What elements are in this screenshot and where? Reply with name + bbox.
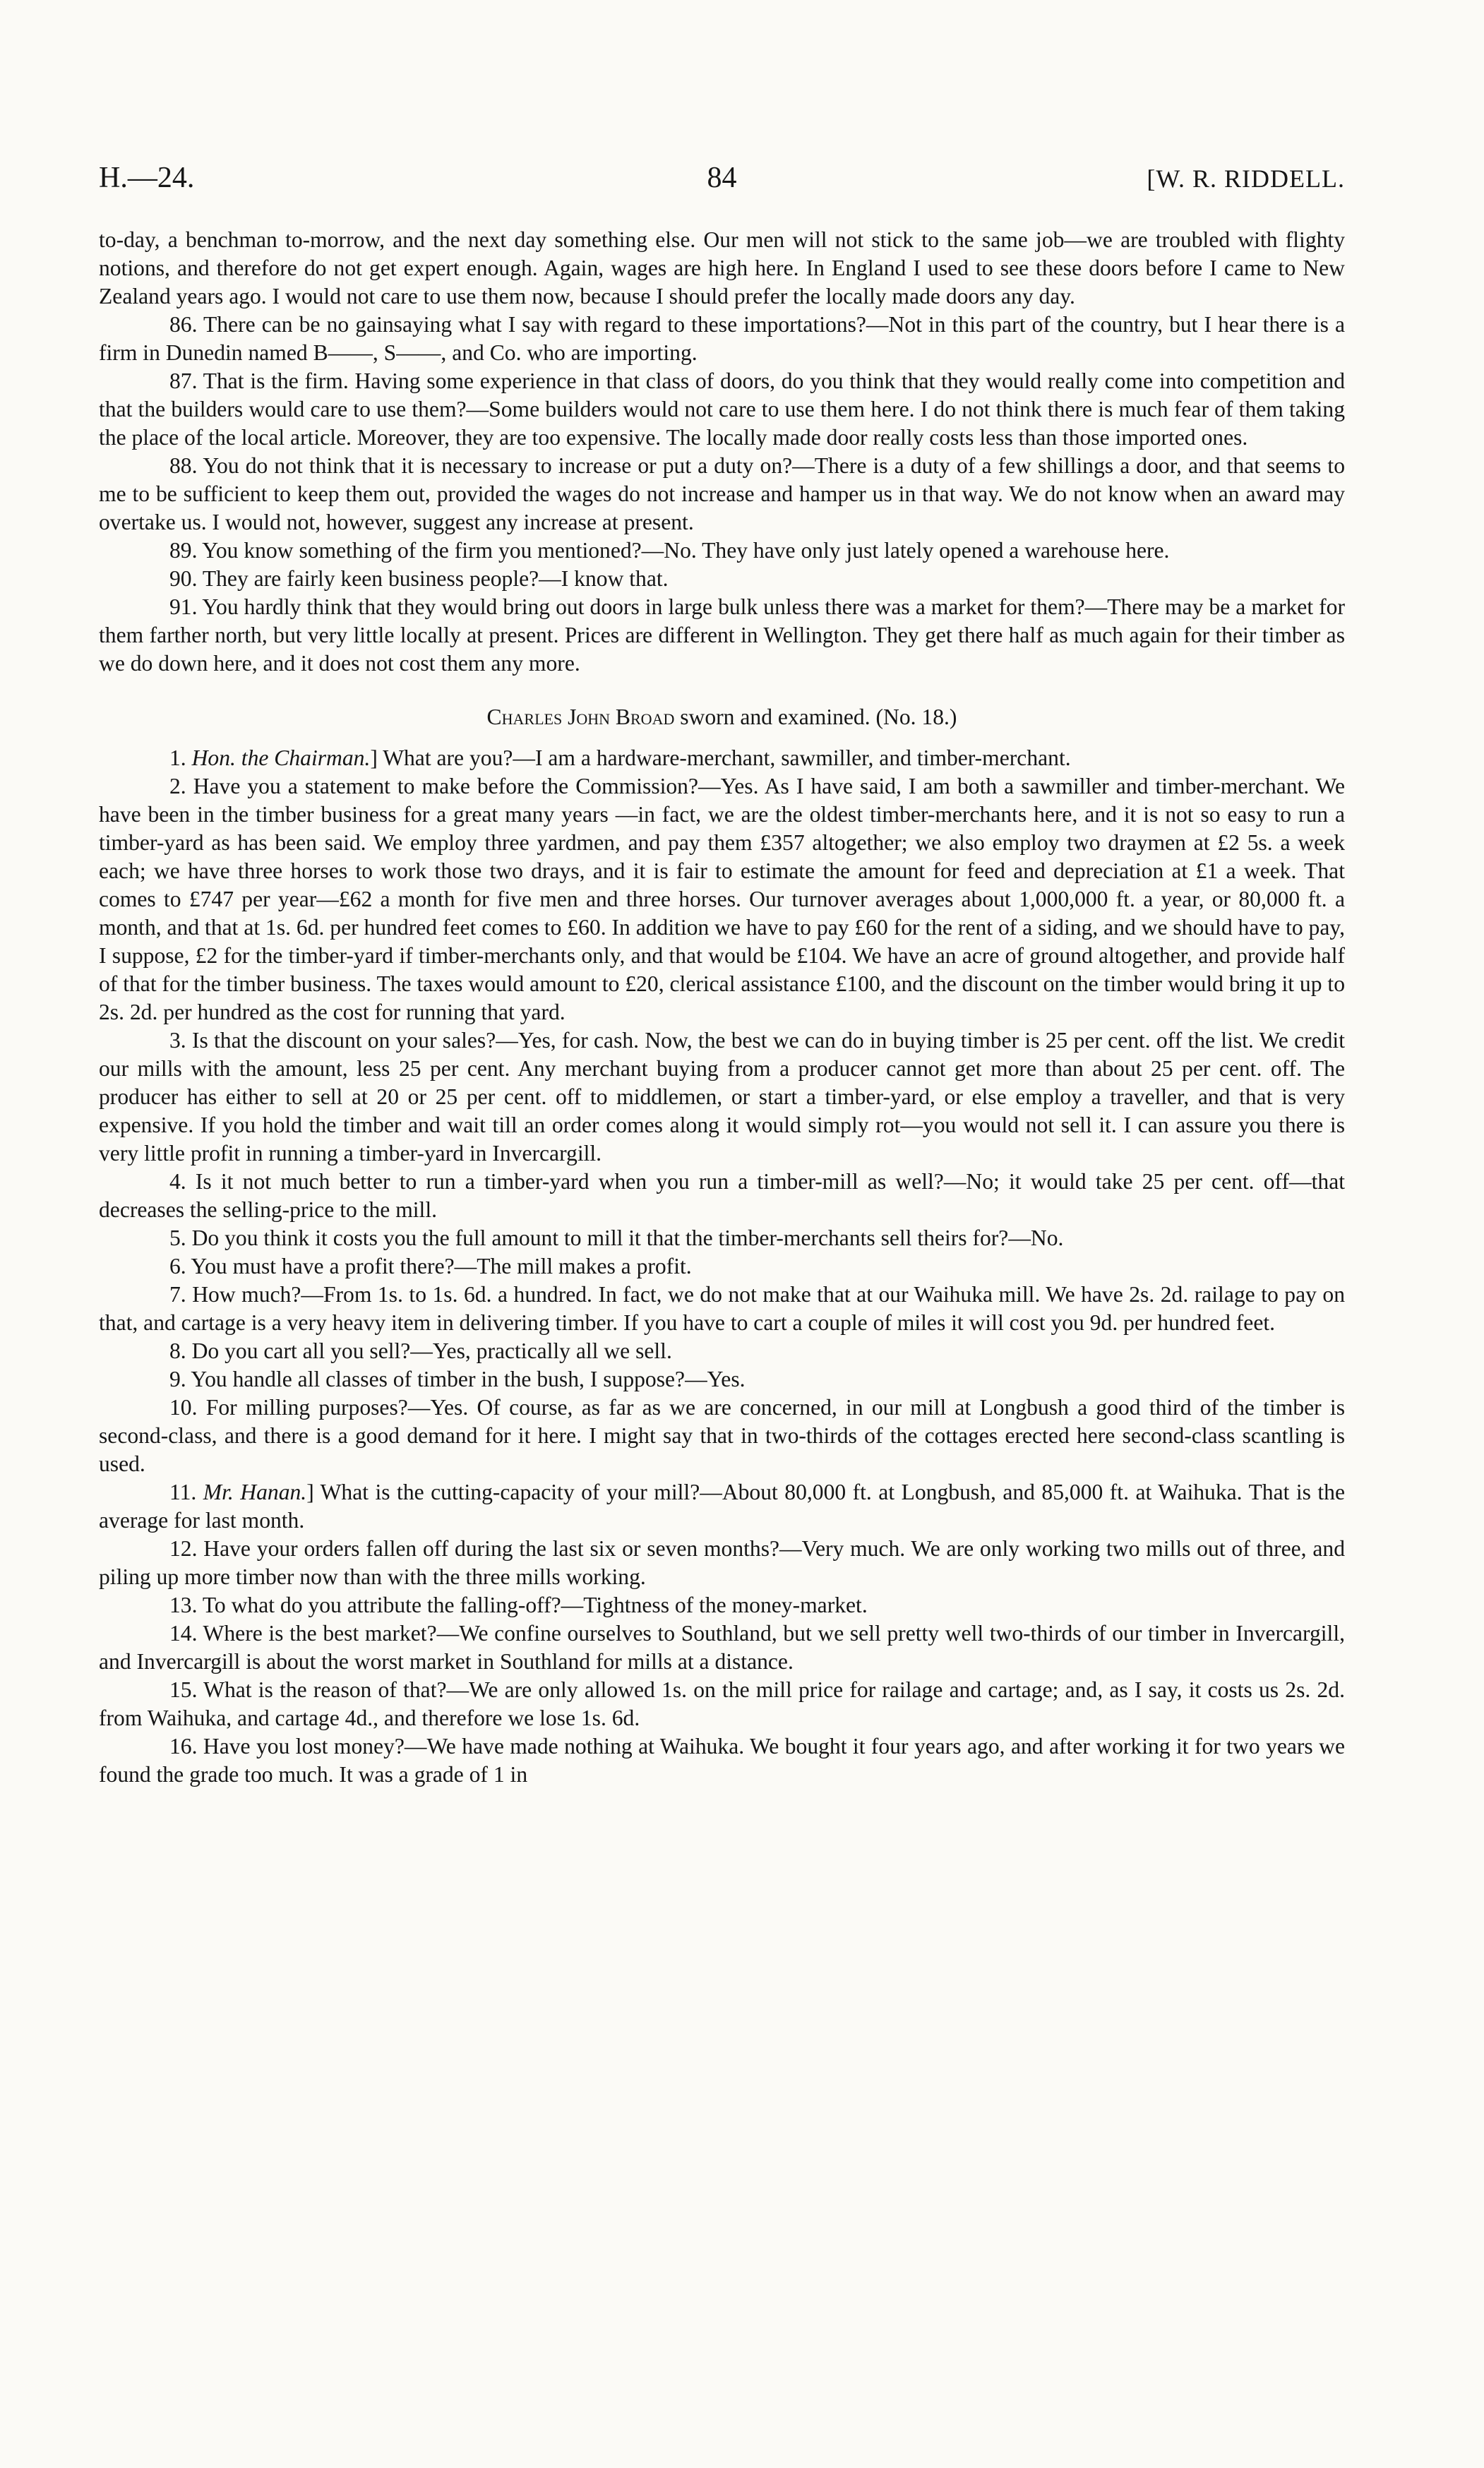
question-number: 11. [169, 1480, 203, 1504]
question-paragraph: 5. Do you think it costs you the full amount to mill it that the timber-merchants sell theirs for?—No. [169, 1226, 1064, 1250]
question-paragraph: 13. To what do you attribute the falling-off?—Tightness of the money-market. [169, 1593, 868, 1617]
question-number: 1. [169, 745, 192, 770]
question-paragraph [99, 744, 1345, 772]
witness-running-head: [W. R. RIDDELL. [1147, 164, 1345, 193]
question-paragraph: 12. Have your orders fallen off during the last six or seven months?—Very much. We are only working two mills out of three, and piling up more timber now than with the three mills working. [99, 1536, 1345, 1589]
document-body [99, 226, 1345, 1789]
speaker-name: Hon. the Chairman. [191, 745, 371, 770]
document-reference: H.—24. [99, 162, 195, 194]
question-text: ] What are you?—I am a hardware-merchant, sawmiller, and timber-merchant. [370, 745, 1071, 770]
question-paragraph: 90. They are fairly keen business people?—I know that. [169, 566, 669, 591]
page-header [99, 161, 1345, 195]
witness-heading-rest: sworn and examined. (No. 18.) [674, 705, 957, 729]
question-paragraph: 4. Is it not much better to run a timber-yard when you run a timber-mill as well?—No; it would take 25 per cent. off—that decreases the selling-price to the mill. [99, 1169, 1345, 1222]
question-paragraph [99, 1478, 1345, 1535]
question-paragraph: 15. What is the reason of that?—We are only allowed 1s. on the mill price for railage and cartage; and, as I say, it costs us 2s. 2d. from Waihuka, and cartage 4d., and therefore we lose 1s. 6d. [99, 1677, 1345, 1730]
question-paragraph: 87. That is the firm. Having some experience in that class of doors, do you think that they would really come into competition and that the builders would care to use them?—Some builders would not care to use them here. I do not think there is much fear of them taking the place of the local article. Moreover, they are too expensive. The locally made door really costs less than those imported ones. [99, 369, 1345, 450]
question-paragraph: 16. Have you lost money?—We have made nothing at Waihuka. We bought it four years ago, and after working it for two years we found the grade too much. It was a grade of 1 in [99, 1734, 1345, 1787]
continuation-paragraph: to-day, a benchman to-morrow, and the next day something else. Our men will not stick to the same job—we are troubled with flighty notions, and therefore do not get expert enough. Again, wages are high here. In England I used to see these doors before I came to New Zealand years ago. I would not care to use them now, because I should prefer the locally made doors any day. [99, 227, 1345, 308]
questions-block-b [99, 772, 1345, 1478]
page-number: 84 [707, 162, 737, 194]
question-paragraph: 14. Where is the best market?—We confine ourselves to Southland, but we sell pretty well two-thirds of our timber in Invercargill, and Invercargill is about the worst market in Southland for mills at a distance. [99, 1621, 1345, 1674]
witness-heading [99, 703, 1345, 731]
question-paragraph: 91. You hardly think that they would bring out doors in large bulk unless there was a market for them?—There may be a market for them farther north, but very little locally at present. Prices are different in Wellington. They get there half as much again for their timber as we do down here, and it does not cost them any more. [99, 594, 1345, 676]
question-paragraph: 6. You must have a profit there?—The mill makes a profit. [169, 1254, 692, 1278]
question-paragraph: 3. Is that the discount on your sales?—Yes, for cash. Now, the best we can do in buying timber is 25 per cent. off the list. We credit our mills with the amount, less 25 per cent. Any merchant buying from a producer cannot get more than about 25 per cent. off. The producer has either to sell at 20 or 25 per cent. off to middlemen, or start a timber-yard, or else employ a traveller, and that is very expensive. If you hold the timber and wait till an order comes along it would simply rot—you would not sell it. I can assure you there is very little profit in running a timber-yard in Invercargill. [99, 1028, 1345, 1166]
question-paragraph: 8. Do you cart all you sell?—Yes, practically all we sell. [169, 1338, 672, 1363]
question-paragraph: 2. Have you a statement to make before the Commission?—Yes. As I have said, I am both a sawmiller and timber-merchant. We have been in the timber business for a great many years —in fact, we are the oldest timber-merchants here, and it is not so easy to run a timber-yard as has been said. We employ three yardmen, and pay them £357 altogether; we also employ two draymen at £2 5s. a week each; we have three horses to work those two drays, and it is fair to estimate the amount for feed and depreciation at £1 a week. That comes to £747 per year—£62 a month for five men and three horses. Our turnover averages about 1,000,000 ft. a year, or 80,000 ft. a month, and that at 1s. 6d. per hundred feet comes to £60. In addition we have to pay £60 for the rent of a siding, and we should have to pay, I suppose, £2 for the timber-yard if timber-merchants only, and that would be £104. We have an acre of ground altogether, and provide half of that for the timber business. The taxes would amount to £20, clerical assistance £100, and the discount on the timber would bring it up to 2s. 2d. per hundred as the cost for running that yard. [99, 774, 1346, 1024]
question-paragraph: 10. For milling purposes?—Yes. Of course, as far as we are concerned, in our mill at Longbush a good third of the timber is second-class, and there is a good demand for it here. I might say that in two-thirds of the cottages erected here second-class scantling is used. [99, 1395, 1345, 1476]
question-paragraph: 88. You do not think that it is necessary to increase or put a duty on?—There is a duty of a few shillings a door, and that seems to me to be sufficient to keep them out, provided the wages do not increase and hamper us in that way. We do not know when an award may overtake us. I would not, however, suggest any increase at present. [99, 453, 1345, 534]
question-paragraph: 86. There can be no gainsaying what I say with regard to these importations?—Not in this part of the country, but I hear there is a firm in Dunedin named B——, S——, and Co. who are importing. [99, 312, 1345, 365]
question-paragraph: 89. You know something of the firm you mentioned?—No. They have only just lately opened a warehouse here. [169, 538, 1170, 563]
question-paragraph: 9. You handle all classes of timber in the bush, I suppose?—Yes. [169, 1367, 746, 1391]
questions-block-a [99, 311, 1345, 678]
questions-block-c [99, 1535, 1345, 1789]
question-paragraph: 7. How much?—From 1s. to 1s. 6d. a hundred. In fact, we do not make that at our Waihuka mill. We have 2s. 2d. railage to pay on that, and cartage is a very heavy item in delivering timber. If you have to cart a couple of miles it will cost you 9d. per hundred feet. [99, 1282, 1345, 1335]
speaker-name: Mr. Hanan. [203, 1480, 307, 1504]
question-text: ] What is the cutting-capacity of your mill?—About 80,000 ft. at Longbush, and 85,000 ft. at Waihuka. That is the average for last month. [99, 1480, 1345, 1533]
witness-name: Charles John Broad [486, 705, 675, 729]
document-page [99, 161, 1345, 1789]
